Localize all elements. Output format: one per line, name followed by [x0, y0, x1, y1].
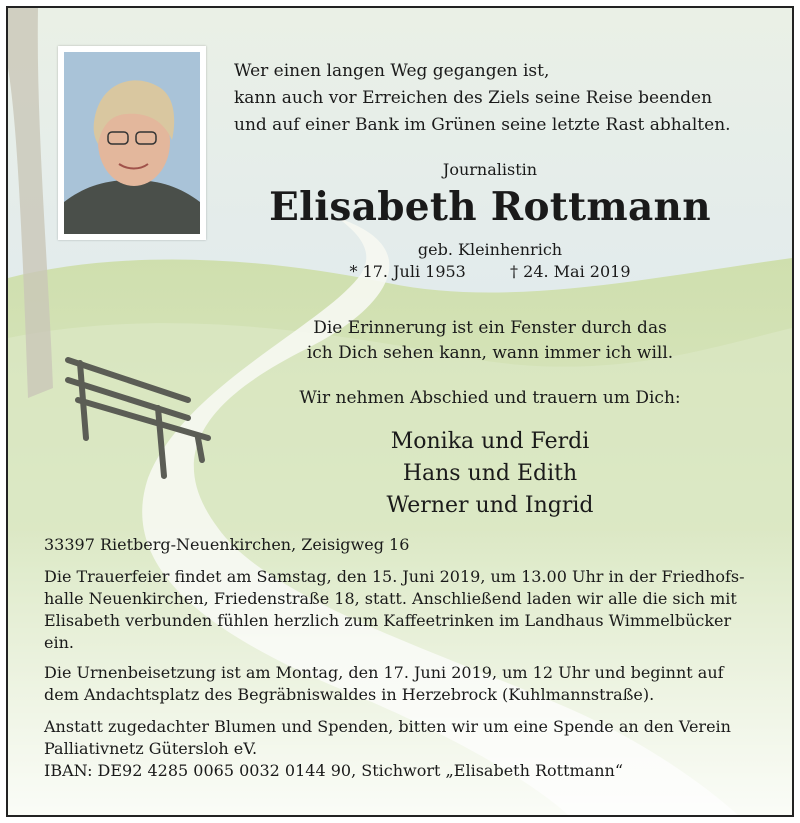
- portrait-icon: [64, 52, 200, 234]
- life-dates: [188, 262, 792, 281]
- deceased-name: Elisabeth Rottmann: [269, 184, 711, 230]
- maiden-name: geb. Kleinhenrich: [417, 240, 563, 259]
- memorial-quote: Die Erinnerung ist ein Fenster durch das ich Dich sehen kann, wann immer ich will.: [306, 318, 674, 363]
- donation-info: Anstatt zugedachter Blumen und Spenden, bitten wir um eine Spende an den Verein Palliativnetz Gütersloh eV. IBAN: DE92 4285 0065 0032 0144 90, Stichwort „Elisabeth Rottmann“: [44, 716, 764, 782]
- iban-text: IBAN: DE92 4285 0065 0032 0144 90, Stichwort „Elisabeth Rottmann“: [44, 761, 624, 780]
- funeral-info: Die Trauerfeier findet am Samstag, den 15. Juni 2019, um 13.00 Uhr in der Friedhofs- halle Neuenkirchen, Friedenstraße 18, statt. Anschließend laden wir alle die sich mit Elisabeth verbunden fühlen herzlich zum Kaffeetrinken im Landhaus Wimmelbücker ein.: [44, 567, 745, 652]
- obituary-card: [6, 6, 794, 817]
- mourner-name: Monika und Ferdi: [390, 429, 590, 454]
- birth-date: * 17. Juli 1953: [349, 262, 466, 281]
- farewell-text: Wir nehmen Abschied und trauern um Dich:: [299, 388, 681, 408]
- death-date: † 24. Mai 2019: [510, 262, 631, 281]
- mourner-name: Werner und Ingrid: [386, 493, 594, 518]
- burial-info: Die Urnenbeisetzung ist am Montag, den 17. Juni 2019, um 12 Uhr und beginnt auf dem Andachtsplatz des Begräbniswaldes in Herzebrock (Kuhlmannstraße).: [44, 663, 724, 704]
- mourners-list: [188, 426, 792, 522]
- mourner-name: Hans und Edith: [402, 461, 578, 486]
- motto-text: Wer einen langen Weg gegangen ist, kann auch vor Erreichen des Ziels seine Reise beenden und auf einer Bank im Grünen seine letzte Rast abhalten.: [234, 61, 731, 135]
- address: 33397 Rietberg-Neuenkirchen, Zeisigweg 16: [44, 535, 410, 554]
- profession: Journalistin: [442, 160, 538, 179]
- portrait-photo: [58, 46, 206, 240]
